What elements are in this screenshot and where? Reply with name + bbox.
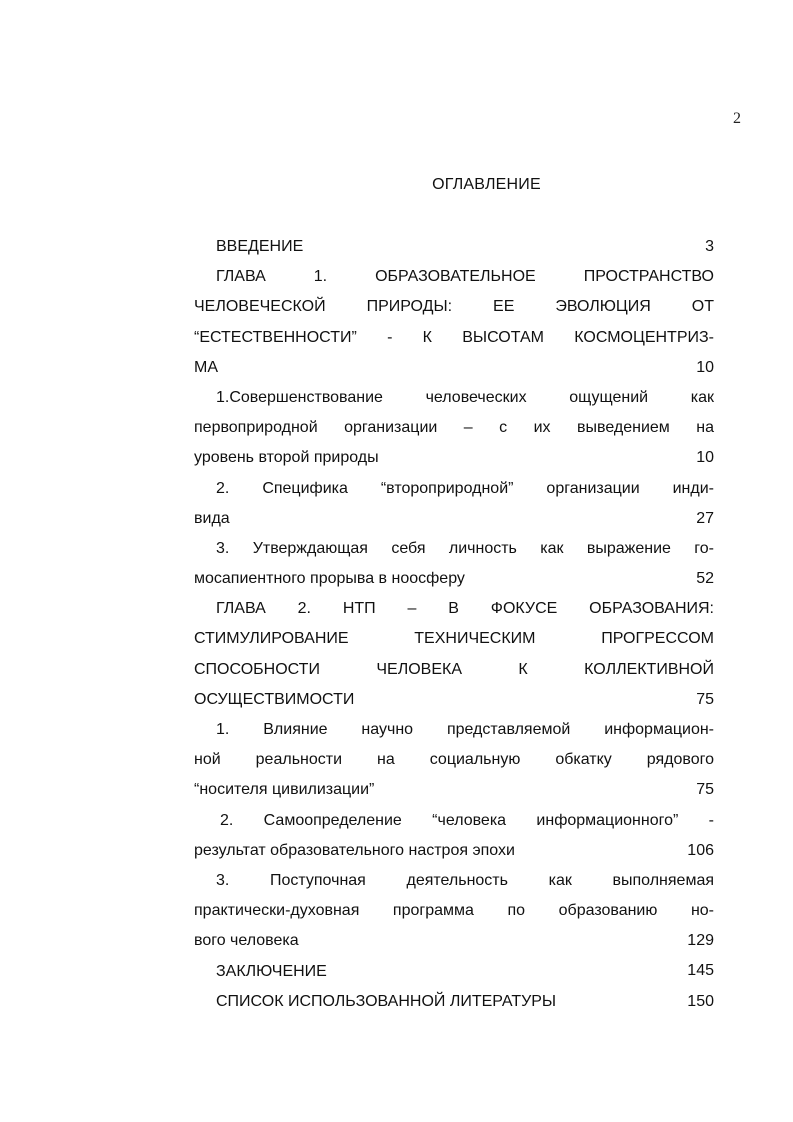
toc-entry (194, 987, 714, 1017)
toc-page-number: 10 (696, 449, 714, 467)
toc-entry-line: вого человека (194, 932, 299, 950)
toc-entry (194, 534, 714, 594)
toc-entry-line: ЧЕЛОВЕЧЕСКОЙ ПРИРОДЫ: ЕЕ ЭВОЛЮЦИЯ ОТ (194, 298, 714, 316)
toc-entry (194, 232, 714, 262)
toc-entry-line: 1.Совершенствование человеческих ощущений как (216, 388, 714, 406)
toc-entry-line: 2. Специфика “второприродной” организации инди- (216, 479, 714, 497)
toc-entry-line: первоприродной организации – с их выведением на (194, 419, 714, 437)
toc-page-number: 52 (696, 570, 714, 588)
toc-page-number: 145 (687, 962, 714, 980)
toc-entry-line: ВВЕДЕНИЕ (216, 238, 304, 255)
toc-entry-line: 3. Утверждающая себя личность как выражение го- (216, 539, 714, 557)
toc-entry (194, 262, 714, 383)
toc-entry-line: результат образовательного настроя эпохи (194, 841, 515, 859)
toc-entry-line: мосапиентного прорыва в ноосферу (194, 570, 465, 588)
toc-entry-line: ГЛАВА 2. НТП – В ФОКУСЕ ОБРАЗОВАНИЯ: (216, 600, 714, 618)
toc-entry-line: СТИМУЛИРОВАНИЕ ТЕХНИЧЕСКИМ ПРОГРЕССОМ (194, 630, 714, 648)
toc-entry-line: “носителя цивилизации” (194, 781, 375, 799)
toc-entry-line: практически-духовная программа по образованию но- (194, 902, 714, 920)
toc-entry (194, 594, 714, 715)
toc-entry-line: вида (194, 509, 230, 527)
toc-page-number: 3 (705, 237, 714, 255)
toc-page-number: 75 (696, 690, 714, 708)
toc-entry-line: “ЕСТЕСТВЕННОСТИ” - К ВЫСОТАМ КОСМОЦЕНТРИЗ- (194, 328, 714, 346)
toc-entry (194, 474, 714, 534)
toc-title: ОГЛАВЛЕНИЕ (432, 176, 541, 193)
toc-entry-line: ЗАКЛЮЧЕНИЕ (216, 962, 327, 980)
toc-entry-line: ГЛАВА 1. ОБРАЗОВАТЕЛЬНОЕ ПРОСТРАНСТВО (216, 268, 714, 286)
toc-entry-line: СПИСОК ИСПОЛЬЗОВАННОЙ ЛИТЕРАТУРЫ (216, 992, 557, 1010)
toc-entry-line: 2. Самоопределение “человека информационного” - (220, 811, 714, 829)
toc-entry-line: ОСУЩЕСТВИМОСТИ (194, 690, 355, 708)
toc-entry-line: уровень второй природы (194, 449, 379, 467)
toc-page-number: 75 (696, 781, 714, 799)
toc-entry (194, 957, 714, 987)
toc-page-number: 27 (696, 509, 714, 527)
table-of-contents (194, 232, 714, 1017)
toc-entry (194, 715, 714, 806)
toc-entry (194, 866, 714, 957)
toc-entry-line: 3. Поступочная деятельность как выполняемая (216, 871, 714, 889)
page-number: 2 (733, 110, 741, 127)
toc-entry (194, 383, 714, 474)
toc-entry-line: 1. Влияние научно представляемой информацион- (216, 721, 714, 738)
toc-entry-line: СПОСОБНОСТИ ЧЕЛОВЕКА К КОЛЛЕКТИВНОЙ (194, 660, 714, 678)
toc-entry-line: ной реальности на социальную обкатку рядового (194, 751, 714, 769)
toc-entry-line: МА (194, 358, 218, 376)
toc-page-number: 106 (687, 841, 714, 859)
toc-page-number: 129 (687, 932, 714, 950)
toc-entry (194, 806, 714, 866)
toc-page-number: 150 (687, 992, 714, 1010)
toc-page-number: 10 (696, 358, 714, 376)
